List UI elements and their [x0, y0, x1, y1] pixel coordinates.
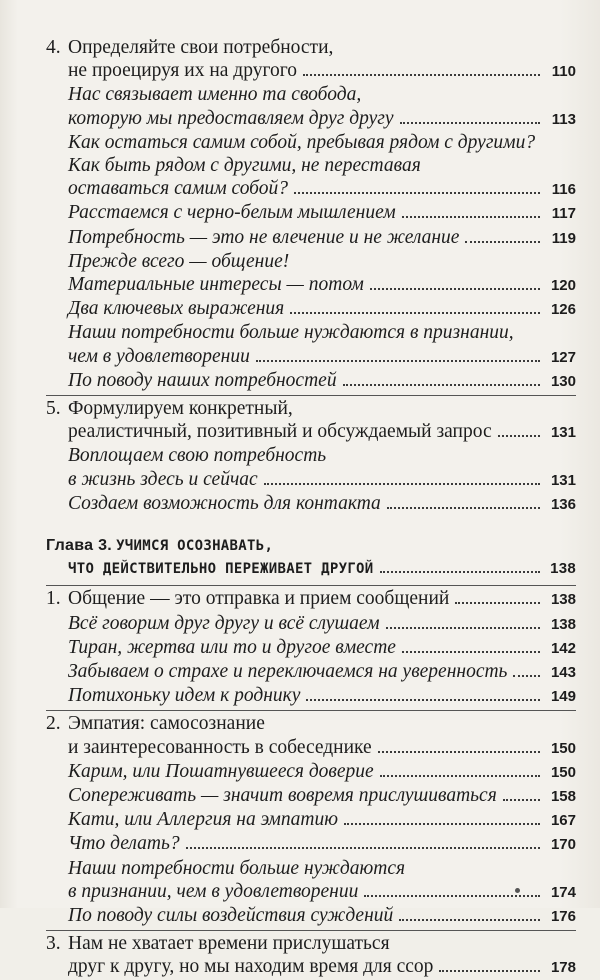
toc-subsection[interactable]: [46, 904, 576, 927]
toc-section[interactable]: [46, 397, 576, 443]
page-number: 150: [550, 763, 576, 781]
toc-subsection[interactable]: [46, 636, 576, 659]
dot-leader: [402, 215, 540, 218]
entry-title-line: Тиран, жертва или то и другое вместе: [68, 636, 396, 658]
toc-subsection[interactable]: [46, 250, 576, 296]
entry-title-line: Нас связывает именно та свобода,: [68, 84, 362, 106]
toc-subsection[interactable]: [46, 201, 576, 224]
section-divider: [46, 395, 576, 396]
toc-subsection[interactable]: [46, 684, 576, 707]
dot-leader: [290, 311, 540, 314]
entry-title-line: Нам не хватает времени прислушаться: [68, 933, 390, 955]
dot-leader: [513, 674, 540, 677]
entry-title-line: По поводу наших потребностей: [68, 369, 337, 391]
dot-leader: [186, 846, 540, 849]
page-number: 138: [550, 615, 576, 633]
section-number: 1.: [46, 588, 61, 610]
page-number: 178: [550, 959, 576, 977]
entry-title-line: чем в удовлетворении: [68, 345, 250, 367]
dot-leader: [455, 601, 540, 604]
toc-subsection[interactable]: [46, 369, 576, 392]
page-mark: [515, 888, 520, 893]
entry-title-line: Общение — это отправка и прием сообщений: [68, 588, 450, 610]
dot-leader: [465, 240, 540, 243]
entry-title-line: Два ключевых выражения: [68, 298, 285, 320]
page-number: 130: [550, 372, 576, 390]
entry-title-line: Создаем возможность для контакта: [68, 492, 381, 514]
toc-subsection[interactable]: [46, 321, 576, 367]
page-number: 176: [550, 908, 576, 925]
toc-subsection[interactable]: [46, 492, 576, 515]
toc-subsection[interactable]: [46, 83, 576, 129]
page-number: 117: [551, 205, 576, 223]
page-number: 116: [551, 181, 576, 199]
dot-leader: [306, 698, 540, 701]
entry-title-line: Формулируем конкретный,: [68, 398, 293, 419]
page-number: 131: [550, 471, 576, 489]
toc-subsection[interactable]: [46, 297, 576, 320]
toc-subsection[interactable]: [46, 660, 576, 683]
page-number: 138: [550, 591, 576, 609]
entry-title-line: Карим, или Пошатнувшееся доверие: [68, 760, 374, 782]
page-number: 138: [550, 560, 576, 578]
toc-subsection[interactable]: [46, 444, 576, 490]
page-number: 150: [550, 739, 576, 757]
toc-section[interactable]: [46, 932, 576, 978]
entry-title-line: в признании, чем в удовлетворении: [68, 880, 359, 902]
toc-section[interactable]: [46, 587, 576, 610]
entry-title-line: оставаться самим собой?: [68, 178, 288, 200]
entry-title-line: По поводу силы воздействия суждений: [68, 905, 394, 926]
dot-leader: [400, 121, 540, 124]
dot-leader: [370, 287, 540, 290]
entry-title-line: Наши потребности больше нуждаются: [68, 857, 406, 879]
section-divider: [46, 930, 576, 931]
dot-leader: [439, 969, 540, 972]
page-number: 158: [550, 788, 576, 805]
dot-leader: [343, 383, 540, 386]
dot-leader: [256, 359, 540, 362]
entry-title-line: Потихоньку идем к роднику: [68, 685, 301, 707]
dot-leader: [402, 650, 540, 653]
section-number: 3.: [46, 933, 61, 955]
entry-title-line: не проецируя их на другого: [68, 60, 297, 82]
toc-subsection[interactable]: [46, 760, 576, 783]
entry-title-line: Материальные интересы — потом: [68, 273, 364, 295]
entry-title-line: УЧИМСЯ ОСОЗНАВАТЬ,: [116, 538, 274, 554]
dot-leader: [399, 918, 540, 921]
toc-section[interactable]: [46, 712, 576, 758]
section-divider: [46, 585, 576, 586]
dot-leader: [264, 482, 540, 485]
page-number: 110: [551, 63, 576, 81]
entry-title-line: Воплощаем свою потребность: [68, 445, 327, 467]
dot-leader: [503, 798, 540, 801]
entry-title-line: Прежде всего — общение!: [68, 250, 290, 272]
entry-title-line: Сопереживать — значит вовремя прислушиваться: [68, 785, 497, 806]
page-number: 127: [550, 348, 576, 366]
toc-subsection[interactable]: [46, 808, 576, 831]
dot-leader: [380, 570, 540, 573]
entry-title-line: Расстаемся с черно-белым мышлением: [68, 202, 396, 224]
section-number: 4.: [46, 37, 61, 58]
entry-title-line: Что делать?: [68, 833, 180, 855]
entry-title-line: Как быть рядом с другими, не переставая: [68, 154, 421, 176]
entry-title-line: Определяйте свои потребности,: [68, 37, 334, 58]
entry-title-line: Наши потребности больше нуждаются в признании,: [68, 322, 514, 344]
dot-leader: [387, 506, 540, 509]
page-number: 126: [550, 301, 576, 319]
page-number: 131: [550, 424, 576, 442]
entry-title-line: Как остаться самим собой, пребывая рядом с другими?: [68, 131, 536, 153]
section-number: 2.: [46, 713, 61, 735]
entry-title-line: Кати, или Аллергия на эмпатию: [68, 809, 338, 831]
dot-leader: [364, 894, 540, 897]
toc-section[interactable]: [46, 36, 576, 82]
toc-subsection[interactable]: [46, 131, 576, 201]
dot-leader: [294, 191, 540, 194]
entry-title-line: Потребность — это не влечение и не желание: [68, 226, 460, 248]
entry-title-line: друг к другу, но мы находим время для ссор: [68, 956, 434, 978]
entry-title-line: реалистичный, позитивный и обсуждаемый запрос: [68, 421, 492, 443]
toc-subsection[interactable]: [46, 612, 576, 635]
page-number: 119: [551, 229, 576, 247]
dot-leader: [380, 774, 540, 777]
dot-leader: [386, 626, 540, 629]
entry-title-line: и заинтересованность в собеседнике: [68, 736, 372, 758]
entry-title-line: в жизнь здесь и сейчас: [68, 468, 258, 490]
page-number: 113: [551, 110, 576, 128]
chapter-label: Глава 3.: [46, 537, 113, 554]
entry-title-line: Забываем о страхе и переключаемся на уверенность: [68, 661, 508, 682]
dot-leader: [344, 822, 540, 825]
page-number: 149: [550, 688, 576, 706]
entry-title-line: ЧТО ДЕЙСТВИТЕЛЬНО ПЕРЕЖИВАЕТ ДРУГОЙ: [68, 561, 374, 578]
page-number: 120: [550, 276, 576, 294]
page-number: 143: [550, 664, 576, 681]
dot-leader: [303, 73, 540, 76]
entry-title-line: Всё говорим друг другу и всё слушаем: [68, 612, 380, 634]
section-number: 5.: [46, 398, 61, 419]
page-number: 170: [550, 836, 576, 854]
toc-subsection[interactable]: [46, 226, 576, 249]
entry-title-line: которую мы предоставляем друг другу: [68, 107, 394, 129]
page-number: 174: [550, 883, 576, 901]
page-number: 167: [550, 812, 576, 830]
page-number: 136: [550, 495, 576, 513]
toc-subsection[interactable]: [46, 832, 576, 855]
dot-leader: [498, 434, 540, 437]
section-divider: [46, 710, 576, 711]
toc-chapter[interactable]: [46, 534, 576, 580]
dot-leader: [378, 750, 540, 753]
toc-subsection[interactable]: [46, 857, 576, 903]
entry-title-line: Эмпатия: самосознание: [68, 713, 265, 735]
toc-subsection[interactable]: [46, 784, 576, 807]
page-number: 142: [550, 639, 576, 657]
